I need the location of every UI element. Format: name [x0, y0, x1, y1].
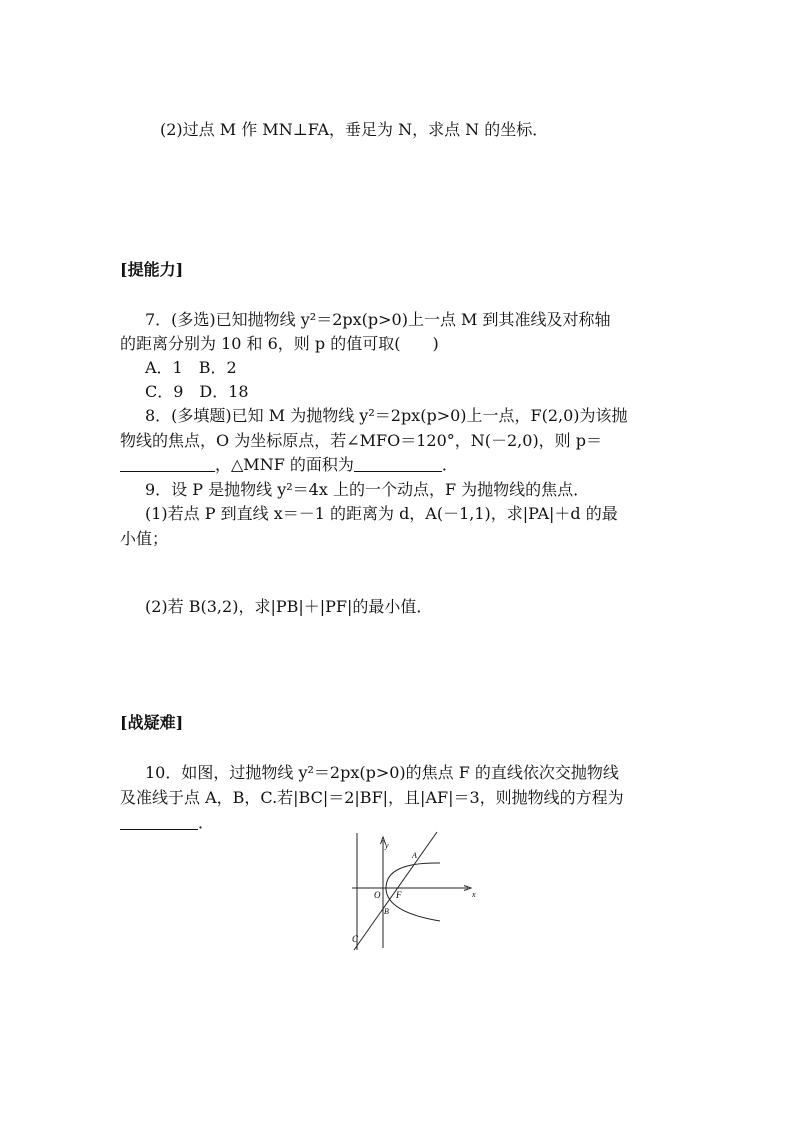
- q9-line1: 9．设 P 是抛物线 y²＝4x 上的一个动点，F 为抛物线的焦点．: [145, 480, 590, 499]
- q10-line3-end: ．: [198, 813, 215, 832]
- q10-line3: [120, 812, 214, 834]
- q8-line3: [120, 454, 458, 476]
- q6-part2: (2)过点 M 作 MN⊥FA，垂足为 N，求点 N 的坐标．: [160, 120, 549, 139]
- q7-options-cd: C．9 D．18: [145, 382, 249, 401]
- q10-line2: 及准线于点 A，B，C.若|BC|＝2|BF|，且|AF|＝3，则抛物线的方程为: [120, 788, 624, 807]
- parabola-curve: [386, 863, 440, 921]
- label-point-b: B: [384, 907, 389, 916]
- q10-answer-blank[interactable]: [120, 813, 198, 830]
- parabola-figure: [340, 828, 490, 958]
- q10-line1: 10．如图，过抛物线 y²＝2px(p>0)的焦点 F 的直线依次交抛物线: [145, 763, 619, 782]
- label-y: y: [385, 841, 389, 850]
- q8-line3-end: ．: [441, 455, 458, 474]
- q9-part1-line2: 小值；: [120, 529, 169, 548]
- q9-part1-line1: (1)若点 P 到直线 x＝－1 的距离为 d，A(－1,1)，求|PA|＋d 的最: [145, 504, 618, 523]
- section-header-challenge: [战疑难]: [120, 713, 184, 732]
- label-point-a: A: [412, 851, 417, 860]
- q8-line3-mid: ，△MNF 的面积为: [215, 455, 354, 474]
- q9-part2: (2)若 B(3,2)，求|PB|＋|PF|的最小值．: [145, 597, 433, 616]
- label-focus: F: [396, 890, 402, 900]
- label-x: x: [472, 890, 476, 899]
- label-origin: O: [374, 890, 381, 900]
- q7-line2: 的距离分别为 10 和 6，则 p 的值可取( ): [120, 334, 439, 353]
- q7-line1: 7．(多选)已知抛物线 y²＝2px(p>0)上一点 M 到其准线及对称轴: [145, 310, 611, 329]
- q8-answer-blank-1[interactable]: [120, 455, 215, 472]
- q7-options-ab: A．1 B．2: [145, 358, 237, 377]
- label-point-c: C: [352, 934, 359, 944]
- section-header-improve: [提能力]: [120, 260, 184, 279]
- q8-line2: 物线的焦点，O 为坐标原点，若∠MFO＝120°，N(－2,0)，则 p＝: [120, 431, 603, 450]
- q8-answer-blank-2[interactable]: [354, 455, 442, 472]
- q8-line1: 8．(多填题)已知 M 为抛物线 y²＝2px(p>0)上一点，F(2,0)为该抛: [145, 406, 628, 425]
